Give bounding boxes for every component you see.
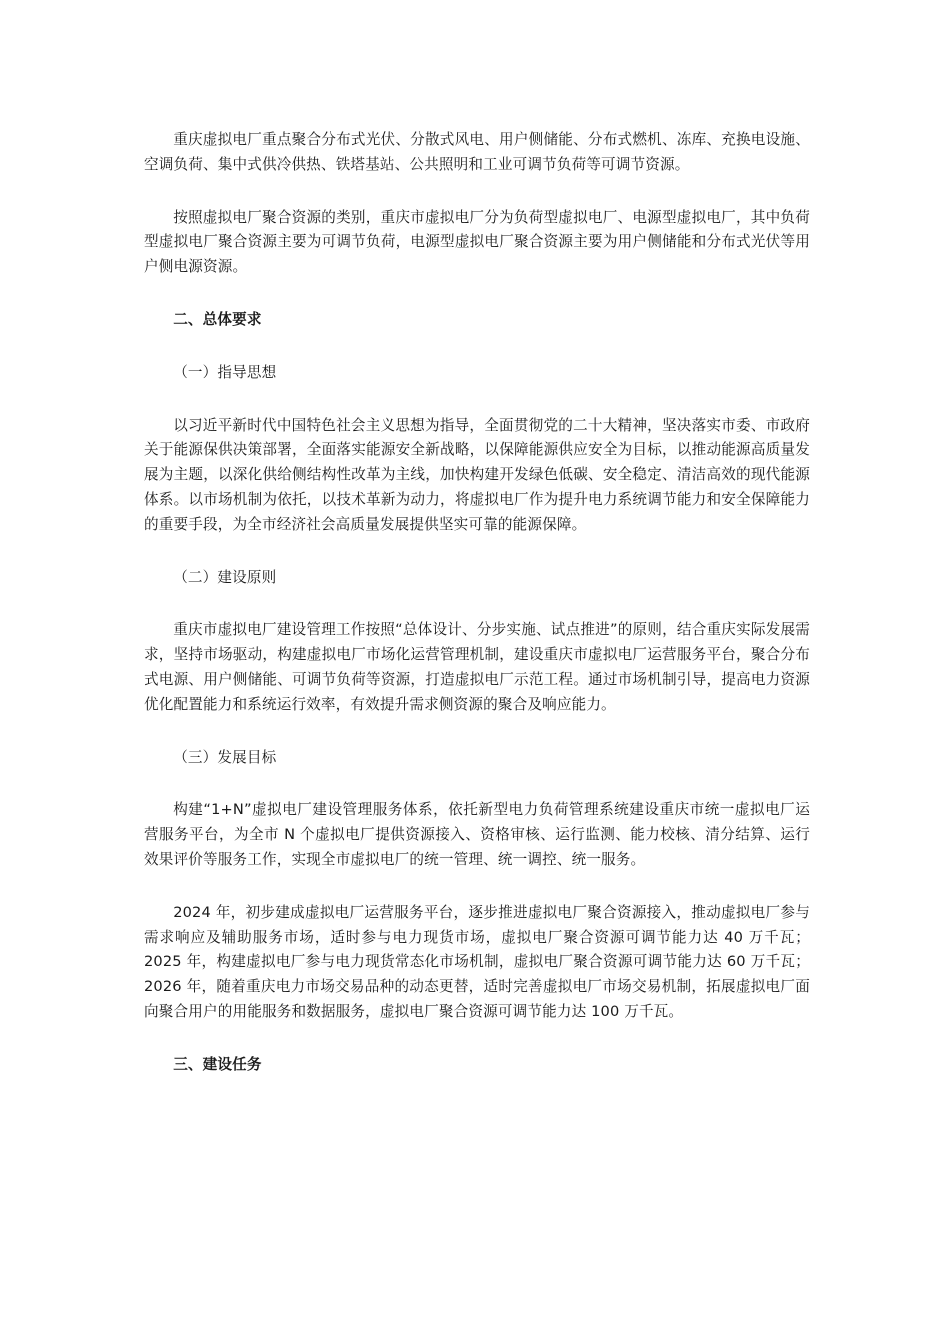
section-heading-overall-requirements: 二、总体要求 <box>173 310 262 328</box>
paragraph-construction-principles: 重庆市虚拟电厂建设管理工作按照“总体设计、分步实施、试点推进”的原则，结合重庆实际发展需求，坚持市场驱动，构建虚拟电厂市场化运营管理机制，建设重庆市虚拟电厂运营服务平台，聚合分布式电源、用户侧储能、可调节负荷等资源，打造虚拟电厂示范工程。通过市场机制引导，提高电力资源优化配置能力和系统运行效率，有效提升需求侧资源的聚合及响应能力。 <box>144 621 810 713</box>
paragraph-development-goals: 构建“1+N”虚拟电厂建设管理服务体系，依托新型电力负荷管理系统建设重庆市统一虚拟电厂运营服务平台，为全市 N 个虚拟电厂提供资源接入、资格审核、运行监测、能力校核、清分结算、运行效果评价等服务工作，实现全市虚拟电厂的统一管理、统一调控、统一服务。 <box>144 801 810 868</box>
paragraph-resources: 重庆虚拟电厂重点聚合分布式光伏、分散式风电、用户侧储能、分布式燃机、冻库、充换电设施、空调负荷、集中式供冷供热、铁塔基站、公共照明和工业可调节负荷等可调节资源。 <box>144 131 810 173</box>
section-heading-construction-tasks: 三、建设任务 <box>173 1055 262 1073</box>
subheading-construction-principles: （二）建设原则 <box>173 568 277 586</box>
paragraph-annual-targets: 2024 年，初步建成虚拟电厂运营服务平台，逐步推进虚拟电厂聚合资源接入，推动虚拟电厂参与需求响应及辅助服务市场，适时参与电力现货市场，虚拟电厂聚合资源可调节能力达 40 万千瓦；2025 年，构建虚拟电厂参与电力现货常态化市场机制，虚拟电厂聚合资源可调节能力达 60 万千瓦；2026 年，随着重庆电力市场交易品种的动态更替，适时完善虚拟电厂市场交易机制，拓展虚拟电厂面向聚合用户的用能服务和数据服务，虚拟电厂聚合资源可调节能力达 100 万千瓦。 <box>144 903 810 1020</box>
subheading-development-goals: （三）发展目标 <box>173 748 277 766</box>
subheading-guiding-ideology: （一）指导思想 <box>173 363 277 381</box>
paragraph-guiding-ideology: 以习近平新时代中国特色社会主义思想为指导，全面贯彻党的二十大精神，坚决落实市委、市政府关于能源保供决策部署，全面落实能源安全新战略，以保障能源供应安全为目标，以推动能源高质量发展为主题，以深化供给侧结构性改革为主线，加快构建开发绿色低碳、安全稳定、清洁高效的现代能源体系。以市场机制为依托，以技术革新为动力，将虚拟电厂作为提升电力系统调节能力和安全保障能力的重要手段，为全市经济社会高质量发展提供坚实可靠的能源保障。 <box>144 416 810 533</box>
document-body <box>144 128 810 1106</box>
paragraph-categories: 按照虚拟电厂聚合资源的类别，重庆市虚拟电厂分为负荷型虚拟电厂、电源型虚拟电厂，其中负荷型虚拟电厂聚合资源主要为可调节负荷，电源型虚拟电厂聚合资源主要为用户侧储能和分布式光伏等用户侧电源资源。 <box>144 208 810 276</box>
